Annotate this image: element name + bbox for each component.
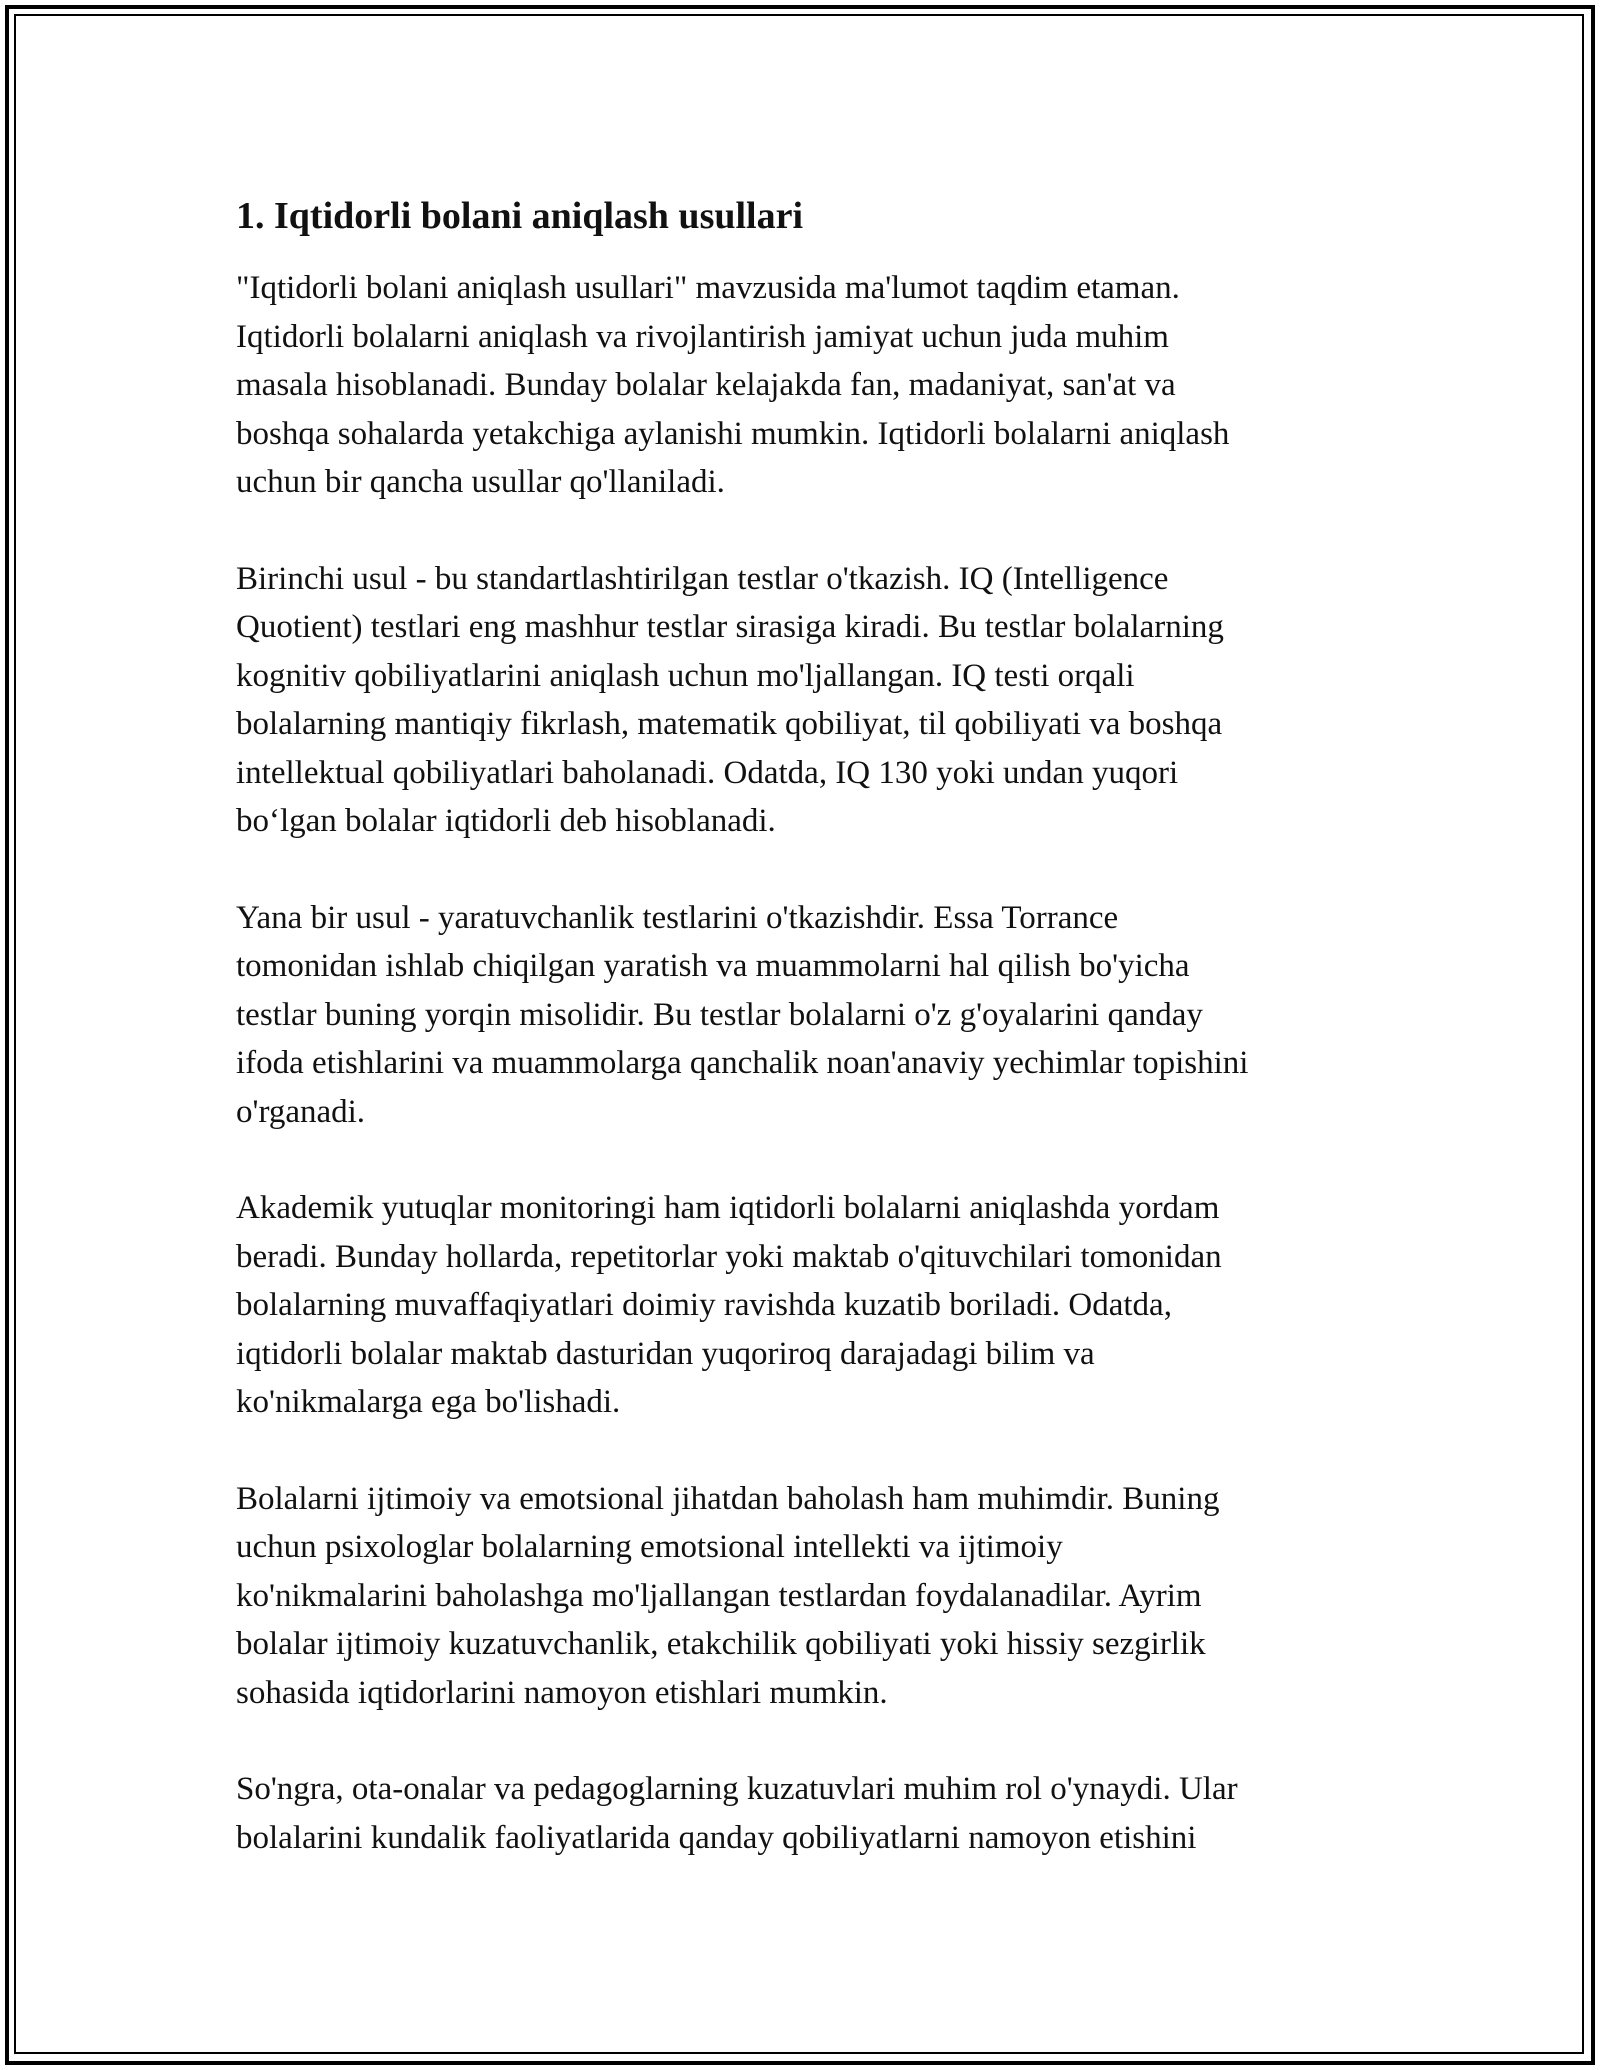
text-line: beradi. Bunday hollarda, repetitorlar yoki maktab o'qituvchilari tomonidan bbox=[236, 1238, 1222, 1275]
text-line: sohasida iqtidorlarini namoyon etishlari mumkin. bbox=[236, 1674, 888, 1711]
text-line: iqtidorli bolalar maktab dasturidan yuqoriroq darajadagi bilim va bbox=[236, 1335, 1095, 1372]
paragraph-creativity-tests bbox=[236, 894, 1386, 1137]
paragraph-iq-tests bbox=[236, 555, 1386, 846]
text-line: "Iqtidorli bolani aniqlash usullari" mavzusida ma'lumot taqdim etaman. bbox=[236, 270, 1180, 306]
document-heading: 1. Iqtidorli bolani aniqlash usullari bbox=[236, 195, 804, 237]
document-body bbox=[236, 190, 1386, 1910]
text-line: bolalarning muvaffaqiyatlari doimiy ravishda kuzatib boriladi. Odatda, bbox=[236, 1287, 1172, 1323]
text-line: Iqtidorli bolalarni aniqlash va rivojlantirish jamiyat uchun juda muhim bbox=[236, 318, 1169, 355]
text-line: ko'nikmalarga ega bo'lishadi. bbox=[236, 1384, 621, 1420]
text-line: kognitiv qobiliyatlarini aniqlash uchun mo'ljallangan. IQ testi orqali bbox=[236, 657, 1135, 694]
text-line: bolalar ijtimoiy kuzatuvchanlik, etakchilik qobiliyati yoki hissiy sezgirlik bbox=[236, 1626, 1206, 1662]
text-line: uchun bir qancha usullar qo'llaniladi. bbox=[236, 464, 725, 500]
paragraph-intro bbox=[236, 264, 1386, 507]
text-line: So'ngra, ota-onalar va pedagoglarning kuzatuvlari muhim rol o'ynaydi. Ular bbox=[236, 1771, 1238, 1807]
paragraph-academic-monitoring bbox=[236, 1184, 1386, 1427]
paragraph-social-emotional bbox=[236, 1475, 1386, 1718]
text-line: ifoda etishlarini va muammolarga qanchalik noan'anaviy yechimlar topishini bbox=[236, 1045, 1249, 1081]
text-line: Yana bir usul - yaratuvchanlik testlarini o'tkazishdir. Essa Torrance bbox=[236, 899, 1119, 936]
text-line: boshqa sohalarda yetakchiga aylanishi mumkin. Iqtidorli bolalarni aniqlash bbox=[236, 415, 1230, 452]
text-line: Quotient) testlari eng mashhur testlar sirasiga kiradi. Bu testlar bolalarning bbox=[236, 609, 1224, 645]
paragraph-observations bbox=[236, 1765, 1386, 1862]
text-line: Akademik yutuqlar monitoringi ham iqtidorli bolalarni aniqlashda yordam bbox=[236, 1190, 1220, 1226]
text-line: bolalarning mantiqiy fikrlash, matematik qobiliyat, til qobiliyati va boshqa bbox=[236, 706, 1223, 742]
text-line: intellektual qobiliyatlari baholanadi. Odatda, IQ 130 yoki undan yuqori bbox=[236, 754, 1179, 791]
text-line: tomonidan ishlab chiqilgan yaratish va muammolarni hal qilish bo'yicha bbox=[236, 948, 1190, 984]
text-line: bo‘lgan bolalar iqtidorli deb hisoblanadi. bbox=[236, 803, 776, 839]
text-line: masala hisoblanadi. Bunday bolalar kelajakda fan, madaniyat, san'at va bbox=[236, 367, 1176, 403]
text-line: Bolalarni ijtimoiy va emotsional jihatdan baholash ham muhimdir. Buning bbox=[236, 1480, 1220, 1517]
text-line: testlar buning yorqin misolidir. Bu testlar bolalarni o'z g'oyalarini qanday bbox=[236, 996, 1203, 1033]
text-line: bolalarini kundalik faoliyatlarida qanday qobiliyatlarni namoyon etishini bbox=[236, 1819, 1197, 1856]
text-line: Birinchi usul - bu standartlashtirilgan testlar o'tkazish. IQ (Intelligence bbox=[236, 560, 1169, 597]
text-line: o'rganadi. bbox=[236, 1093, 366, 1130]
text-line: uchun psixologlar bolalarning emotsional intellekti va ijtimoiy bbox=[236, 1529, 1063, 1565]
text-line: ko'nikmalarini baholashga mo'ljallangan testlardan foydalanadilar. Ayrim bbox=[236, 1577, 1202, 1614]
